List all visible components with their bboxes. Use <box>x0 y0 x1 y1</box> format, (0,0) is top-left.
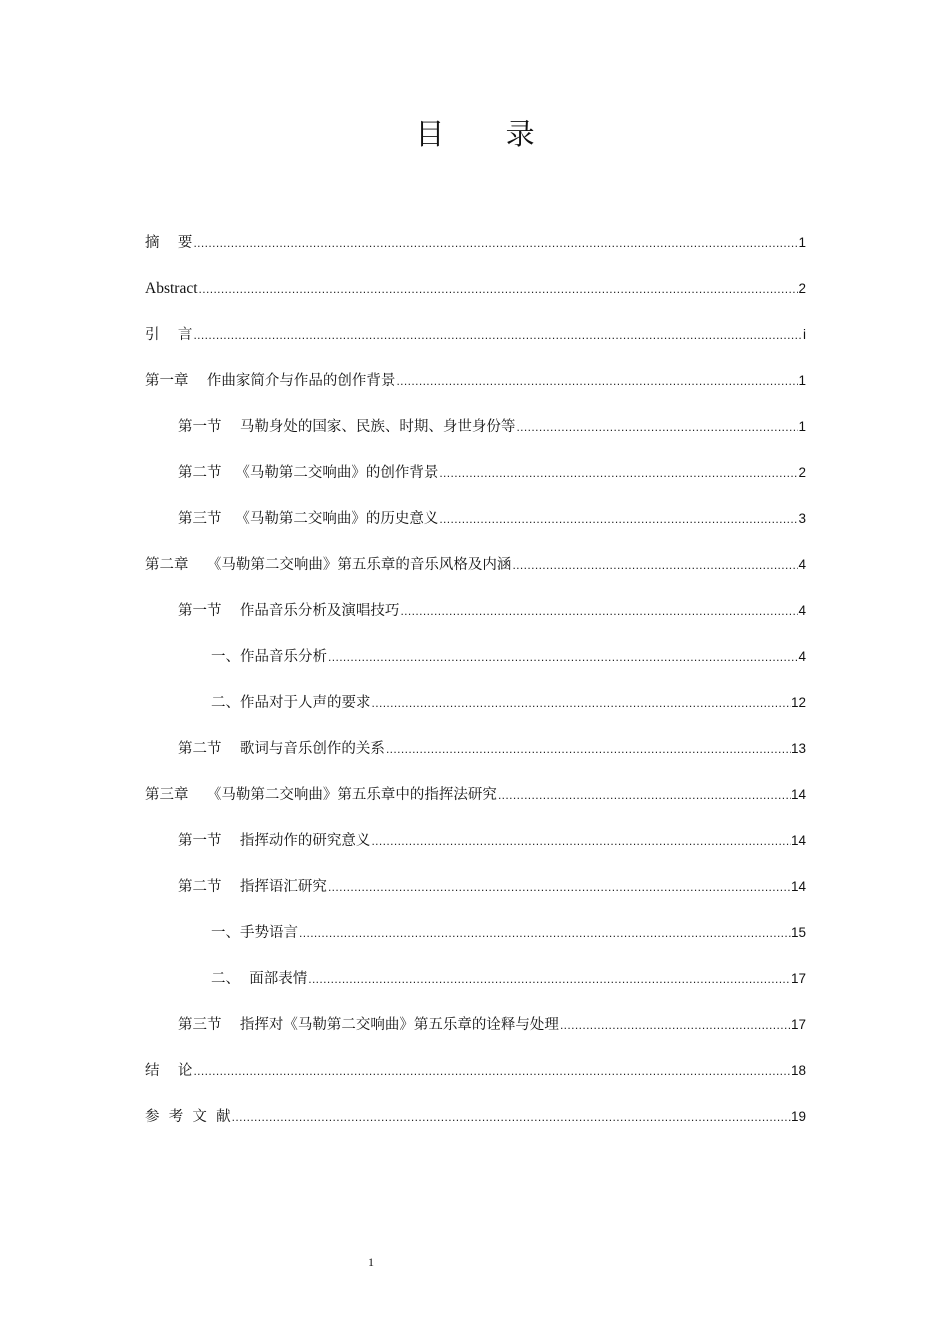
toc-entry-title: 第二节 指挥语汇研究 <box>178 879 327 895</box>
toc-dot-leader <box>192 322 803 348</box>
toc-entry-title: Abstract <box>145 280 198 297</box>
toc-entry-page-number: 4 <box>798 557 806 572</box>
toc-entry-page-number: 17 <box>790 971 806 986</box>
toc-entry-page-number: 15 <box>790 925 806 940</box>
toc-entry[interactable] <box>145 506 806 552</box>
toc-entry[interactable] <box>145 230 806 276</box>
toc-entry-title: 参 考 文 献 <box>145 1109 231 1125</box>
toc-dot-leader <box>385 736 791 762</box>
toc-dot-leader <box>192 1058 791 1084</box>
toc-entry-title: 第二节 歌词与音乐创作的关系 <box>178 741 385 757</box>
toc-entry-title: 第三节 指挥对《马勒第二交响曲》第五乐章的诠释与处理 <box>178 1017 559 1033</box>
toc-entry[interactable] <box>145 920 806 966</box>
toc-entry[interactable] <box>145 1104 806 1150</box>
toc-entry-title: 结 论 <box>145 1063 193 1079</box>
toc-entry[interactable] <box>145 1058 806 1104</box>
toc-entry[interactable] <box>145 322 806 368</box>
toc-entry-title: 二、 面部表情 <box>211 971 308 987</box>
toc-dot-leader <box>438 460 798 486</box>
toc-entry-title: 第一节 指挥动作的研究意义 <box>178 833 371 849</box>
toc-dot-leader <box>298 920 791 946</box>
toc-entry-title: 第二章 《马勒第二交响曲》第五乐章的音乐风格及内涵 <box>145 557 512 573</box>
toc-dot-leader <box>438 506 798 532</box>
toc-entry[interactable] <box>145 276 806 322</box>
toc-entry-title: 第二节 《马勒第二交响曲》的创作背景 <box>178 465 439 481</box>
toc-dot-leader <box>515 414 798 440</box>
toc-entry[interactable] <box>145 552 806 598</box>
toc-dot-leader <box>511 552 798 578</box>
toc-entry-title: 第一节 作品音乐分析及演唱技巧 <box>178 603 400 619</box>
toc-entry-title: 第一章 作曲家简介与作品的创作背景 <box>145 373 396 389</box>
toc-entry[interactable] <box>145 368 806 414</box>
toc-entry-page-number: 1 <box>798 419 806 434</box>
toc-dot-leader <box>497 782 791 808</box>
toc-entry-page-number: 18 <box>790 1063 806 1078</box>
toc-dot-leader <box>399 598 798 624</box>
toc-entry[interactable] <box>145 414 806 460</box>
toc-dot-leader <box>192 230 798 256</box>
toc-entry[interactable] <box>145 966 806 1012</box>
page-number: 1 <box>368 1255 374 1269</box>
toc-dot-leader <box>231 1104 791 1130</box>
toc-entry-page-number: 12 <box>790 695 806 710</box>
toc-dot-leader <box>395 368 798 394</box>
toc-entry[interactable] <box>145 644 806 690</box>
toc-dot-leader <box>370 828 791 854</box>
toc-entry-page-number: 2 <box>798 465 806 480</box>
toc-entry-page-number: 14 <box>790 833 806 848</box>
toc-entry-page-number: 13 <box>790 741 806 756</box>
toc-entry[interactable] <box>145 1012 806 1058</box>
toc-dot-leader <box>371 690 791 716</box>
toc-dot-leader <box>327 644 798 670</box>
toc-entry-page-number: 14 <box>790 787 806 802</box>
toc-entry-page-number: 4 <box>798 603 806 618</box>
toc-entry-title: 一、手势语言 <box>211 925 298 941</box>
toc-entry[interactable] <box>145 736 806 782</box>
toc-entry-page-number: 3 <box>798 511 806 526</box>
toc-entry-page-number: 17 <box>790 1017 806 1032</box>
toc-entry[interactable] <box>145 598 806 644</box>
toc-entry[interactable] <box>145 874 806 920</box>
table-of-contents <box>145 230 806 1150</box>
toc-entry-page-number: 1 <box>798 235 806 250</box>
toc-dot-leader <box>307 966 791 992</box>
toc-entry-title: 引 言 <box>145 327 193 343</box>
toc-dot-leader <box>559 1012 791 1038</box>
toc-entry-page-number: 19 <box>790 1109 806 1124</box>
toc-entry-page-number: 14 <box>790 879 806 894</box>
toc-entry-title: 一、作品音乐分析 <box>211 649 327 665</box>
toc-entry[interactable] <box>145 690 806 736</box>
toc-entry[interactable] <box>145 828 806 874</box>
toc-entry-page-number: 4 <box>798 649 806 664</box>
toc-entry[interactable] <box>145 460 806 506</box>
toc-entry[interactable] <box>145 782 806 828</box>
page-title: 目 录 <box>415 117 561 151</box>
toc-entry-title: 第三章 《马勒第二交响曲》第五乐章中的指挥法研究 <box>145 787 497 803</box>
toc-entry-title: 第一节 马勒身处的国家、民族、时期、身世身份等 <box>178 419 516 435</box>
toc-dot-leader <box>327 874 791 900</box>
toc-entry-title: 第三节 《马勒第二交响曲》的历史意义 <box>178 511 439 527</box>
toc-entry-page-number: 1 <box>798 373 806 388</box>
toc-entry-page-number: i <box>803 327 806 342</box>
toc-entry-page-number: 2 <box>798 281 806 296</box>
toc-entry-title: 摘 要 <box>145 235 193 251</box>
toc-entry-title: 二、作品对于人声的要求 <box>211 695 371 711</box>
toc-dot-leader <box>198 276 799 302</box>
